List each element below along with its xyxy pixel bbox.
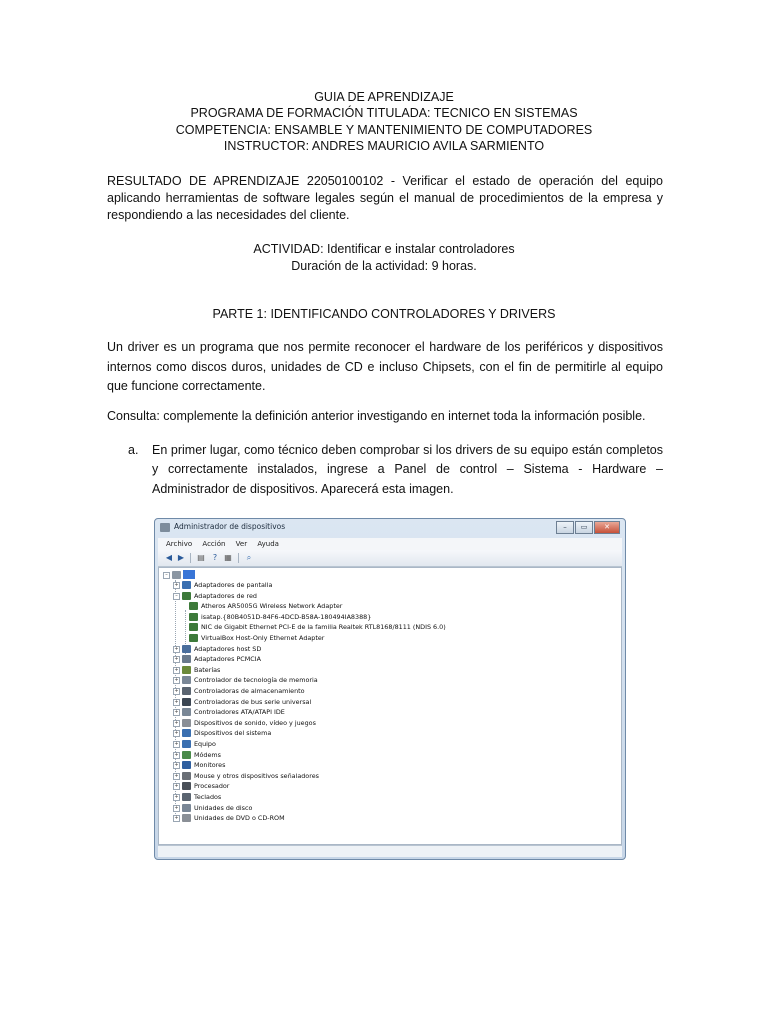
- expand-icon[interactable]: +: [174, 741, 179, 747]
- learning-result-paragraph: [107, 173, 663, 224]
- collapse-icon[interactable]: –: [173, 593, 180, 600]
- header-line-3: COMPETENCIA: ENSAMBLE Y MANTENIMIENTO DE COMPUTADORES: [175, 122, 593, 137]
- view-icon[interactable]: ▦: [224, 553, 232, 562]
- expand-icon[interactable]: +: [174, 804, 179, 811]
- network-card-icon: [189, 623, 198, 631]
- network-card-icon: [189, 602, 198, 610]
- mouse-icon: [182, 772, 191, 780]
- expand-icon[interactable]: +: [174, 751, 179, 758]
- tree-item-label: Adaptadores host SD: [194, 644, 262, 653]
- dvd-icon: [182, 814, 191, 822]
- consulta-paragraph: Consulta: complemente la definición anterior investigando en internet toda la información posible.: [107, 409, 646, 423]
- list-item-text: En primer lugar, como técnico deben comprobar si los drivers de su equipo están completos y correctamente instalados, ingrese a Panel de control – Sistema - Hardware – Administrador de dispositivos. Aparecerá esta imagen.: [152, 443, 663, 496]
- tree-item-label: Procesador: [194, 782, 230, 791]
- menu-accion[interactable]: Acción: [202, 540, 226, 548]
- network-icon: [182, 592, 191, 600]
- monitor-icon: [182, 761, 191, 769]
- tree-item-label: Dispositivos del sistema: [194, 729, 272, 738]
- tree-item-label: Monitores: [194, 761, 226, 770]
- tree-item-label: isatap.{80B4051D-84F6-4DCD-B58A-180494IA8388}: [201, 612, 372, 621]
- menu-ver[interactable]: Ver: [235, 540, 248, 548]
- part-1-title: PARTE 1: IDENTIFICANDO CONTROLADORES Y DRIVERS: [212, 307, 556, 321]
- tree-item-label: Baterías: [194, 665, 221, 674]
- activity-duration: Duración de la actividad: 9 horas.: [291, 259, 477, 273]
- sound-icon: [182, 719, 191, 727]
- tree-item-label: VirtualBox Host-Only Ethernet Adapter: [201, 634, 325, 642]
- memory-icon: [182, 676, 191, 684]
- modem-icon: [182, 751, 191, 759]
- tree-item-label: Teclados: [194, 793, 222, 801]
- usb-icon: [182, 698, 191, 706]
- properties-icon[interactable]: ▤: [197, 553, 205, 562]
- collapse-icon[interactable]: –: [163, 572, 170, 579]
- expand-icon[interactable]: +: [174, 677, 179, 684]
- computer-icon: [182, 740, 191, 748]
- tree-item-label: Atheros AR5005G Wireless Network Adapter: [201, 602, 343, 611]
- toolbar: [158, 550, 622, 567]
- tree-item-label: Controladores ATA/ATAPI IDE: [194, 708, 285, 717]
- sd-host-icon: [182, 645, 191, 653]
- document-header: [0, 89, 768, 155]
- display-icon: [182, 581, 191, 589]
- tree-item-label: Unidades de disco: [194, 803, 253, 812]
- expand-icon[interactable]: +: [174, 698, 179, 705]
- close-button[interactable]: ✕: [594, 521, 620, 534]
- device-manager-icon: [160, 523, 170, 532]
- list-item-letter: a.: [128, 443, 139, 457]
- device-manager-window: [154, 518, 626, 860]
- scan-hardware-icon[interactable]: ⌕: [246, 553, 252, 562]
- forward-arrow-icon[interactable]: ▶: [177, 553, 185, 562]
- menu-bar: [158, 538, 622, 550]
- expand-icon[interactable]: +: [174, 709, 179, 716]
- maximize-button[interactable]: ▭: [575, 521, 593, 534]
- device-tree: [158, 567, 622, 845]
- driver-definition-paragraph: Un driver es un programa que nos permite reconocer el hardware de los periféricos y dispositivos internos como discos duros, unidades de CD e incluso Chipsets, con el fin de permitirle al equipo que funcione correctamente.: [107, 340, 663, 393]
- minimize-button[interactable]: –: [556, 521, 574, 534]
- expand-icon[interactable]: +: [174, 783, 179, 790]
- menu-ayuda[interactable]: Ayuda: [257, 540, 279, 548]
- tree-item-label: Adaptadores de pantalla: [194, 581, 273, 589]
- network-card-icon: [189, 634, 198, 642]
- storage-icon: [182, 687, 191, 695]
- tree-item-label: Adaptadores de red: [194, 591, 257, 600]
- tree-item-label: Adaptadores PCMCIA: [194, 655, 262, 664]
- pcmcia-icon: [182, 655, 191, 663]
- computer-name-selected[interactable]: [183, 570, 195, 579]
- back-arrow-icon[interactable]: ◀: [165, 553, 173, 562]
- header-line-2: PROGRAMA DE FORMACIÓN TITULADA: TECNICO EN SISTEMAS: [190, 106, 578, 121]
- expand-icon[interactable]: +: [174, 762, 179, 769]
- status-bar: [158, 845, 622, 857]
- learning-result-text: - Verificar el estado de operación del equipo aplicando herramientas de software legales según el manual de procedimientos de la empresa y respondiendo a las necesidades del cliente.: [107, 174, 663, 222]
- expand-icon[interactable]: +: [174, 666, 179, 673]
- window-title: Administrador de dispositivos: [174, 522, 286, 531]
- disk-icon: [182, 804, 191, 812]
- header-line-4: INSTRUCTOR: ANDRES MAURICIO AVILA SARMIENTO: [223, 139, 545, 154]
- tree-item-label: Unidades de DVD o CD-ROM: [194, 814, 285, 823]
- network-card-icon: [189, 613, 198, 621]
- expand-icon[interactable]: +: [174, 815, 179, 822]
- expand-icon[interactable]: +: [174, 772, 179, 779]
- computer-icon: [172, 571, 181, 579]
- tree-item-label: Mouse y otros dispositivos señaladores: [194, 771, 319, 780]
- activity-block: [0, 241, 768, 275]
- battery-icon: [182, 666, 191, 674]
- expand-icon[interactable]: +: [174, 688, 179, 694]
- learning-result-label: RESULTADO DE APRENDIZAJE 22050100102: [107, 174, 384, 188]
- expand-icon[interactable]: +: [174, 719, 179, 726]
- menu-archivo[interactable]: Archivo: [166, 540, 193, 548]
- header-line-1: GUIA DE APRENDIZAJE: [314, 90, 454, 104]
- expand-icon[interactable]: +: [174, 582, 179, 588]
- tree-item-label: NIC de Gigabit Ethernet PCI-E de la familia Realtek RTL8168/8111 (NDIS 6.0): [201, 623, 446, 632]
- system-icon: [182, 729, 191, 737]
- window-controls: [555, 521, 620, 534]
- tree-item-label: Dispositivos de sonido, vídeo y juegos: [194, 718, 316, 727]
- tree-item-label: Equipo: [194, 740, 216, 748]
- tree-item-label: Controlador de tecnología de memoria: [194, 676, 318, 685]
- window-titlebar: [155, 519, 625, 537]
- ide-icon: [182, 708, 191, 716]
- keyboard-icon: [182, 793, 191, 801]
- expand-icon[interactable]: +: [174, 656, 179, 663]
- activity-title: ACTIVIDAD: Identificar e instalar controladores: [253, 242, 515, 256]
- expand-icon[interactable]: +: [174, 794, 179, 800]
- expand-icon[interactable]: +: [174, 645, 179, 652]
- processor-icon: [182, 782, 191, 790]
- tree-item-label: Controladoras de almacenamiento: [194, 687, 305, 695]
- help-icon[interactable]: ?: [212, 553, 218, 562]
- expand-icon[interactable]: +: [174, 730, 179, 737]
- tree-item-label: Módems: [194, 750, 221, 759]
- tree-item-label: Controladoras de bus serie universal: [194, 697, 312, 706]
